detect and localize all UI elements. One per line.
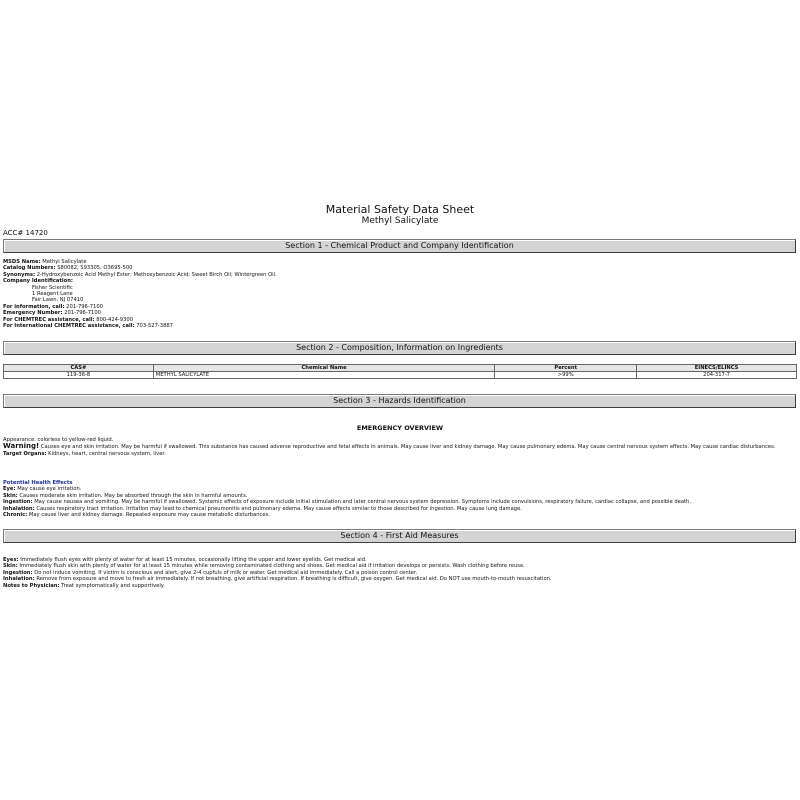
cell-einecs: 204-317-7: [637, 372, 797, 379]
skin-effects-row: Skin: Causes moderate skin irritation. May be absorbed through the skin in harmful amounts.: [3, 492, 248, 499]
document-title-block: [0, 203, 800, 227]
company-label: Company Identification:: [3, 278, 73, 285]
info-phone-row: For information, call: 201-796-7100: [3, 303, 103, 310]
catalog-row: Catalog Numbers: S80082, S93305, O3695-500: [3, 265, 133, 272]
section-3-overview: [3, 437, 795, 457]
section-3-header: Section 3 - Hazards Identification: [3, 394, 796, 408]
document-subtitle: Methyl Salicylate: [361, 216, 439, 226]
document-title: Material Safety Data Sheet: [325, 203, 475, 216]
section-4-body: [3, 557, 795, 589]
emergency-phone-row: Emergency Number: 201-796-7100: [3, 310, 101, 317]
composition-table: [3, 364, 797, 379]
first-aid-ingestion-row: Ingestion: Do not induce vomiting. If victim is conscious and alert, give 2-4 cupfuls of milk or water. Get medical aid immediately. Call a poison control center.: [3, 569, 418, 576]
chronic-effects-row: Chronic: May cause liver and kidney damage. Repeated exposure may cause metabolic disturbances.: [3, 512, 270, 519]
company-line-1: Fisher Scientific: [32, 284, 73, 291]
cell-chemical-name: METHYL SALICYLATE: [153, 372, 495, 379]
msds-name-row: MSDS Name: Methyl Salicylate: [3, 259, 87, 265]
column-header-chemical-name: Chemical Name: [153, 365, 495, 372]
intl-chemtrec-phone-row: For International CHEMTREC assistance, call: 703-527-3887: [3, 323, 173, 330]
section-4-header: Section 4 - First Aid Measures: [3, 529, 796, 543]
inhalation-effects-row: Inhalation: Causes respiratory tract irritation. Irritation may lead to chemical pneumonitis and pulmonary edema. May cause effects similar to those described for ingestion. May cause lung damage.: [3, 505, 522, 512]
first-aid-eyes-row: Eyes: Immediately flush eyes with plenty of water for at least 15 minutes, occasionally lifting the upper and lower eyelids. Get medical aid.: [3, 557, 367, 563]
cell-percent: >99%: [495, 372, 637, 379]
section-1-header: Section 1 - Chemical Product and Company Identification: [3, 239, 796, 253]
column-header-einecs: EINECS/ELINCS: [637, 365, 797, 372]
ingestion-effects-row: Ingestion: May cause nausea and vomiting. May be harmful if swallowed. Systemic effects of exposure include initial stimulation and later central nervous system depression. Symptoms include convulsions, respiratory failure, cardiac collapse, and possible death.: [3, 499, 691, 506]
column-header-cas: CAS#: [4, 365, 154, 372]
emergency-overview-heading: EMERGENCY OVERVIEW: [356, 424, 444, 432]
cell-cas: 119-36-8: [4, 372, 154, 379]
target-organs-row: Target Organs: Kidneys, heart, central nervous system, liver.: [3, 450, 166, 457]
warning-row: Warning! Causes eye and skin irritation. May be harmful if swallowed. This substance has caused adverse reproductive and fetal effects in animals. May cause liver and kidney damage. May cause pulmonary edema. May cause central nervous system effects. May cause cardiac disturbances.: [3, 442, 776, 451]
appearance-row: Appearance: colorless to yellow-red liquid.: [3, 437, 114, 443]
table-header-row: [4, 365, 797, 372]
potential-health-effects-heading: Potential Health Effects: [3, 480, 73, 486]
column-header-percent: Percent: [495, 365, 637, 372]
section-3-health-effects: [3, 480, 795, 518]
section-1-body: [3, 259, 795, 329]
notes-to-physician-row: Notes to Physician: Treat symptomatically and supportively.: [3, 582, 165, 589]
company-line-2: 1 Reagent Lane: [32, 291, 73, 298]
first-aid-skin-row: Skin: Immediately flush skin with plenty of water for at least 15 minutes while removing contaminated clothing and shoes. Get medical aid if irritation develops or persists. Wash clothing before reuse.: [3, 563, 525, 570]
chemtrec-phone-row: For CHEMTREC assistance, call: 800-424-9300: [3, 316, 134, 323]
acc-number: ACC# 14720: [3, 229, 48, 237]
synonyms-row: Synonyms: 2-Hydroxybenzoic Acid Methyl Ester; Methoxybenzoic Acid; Sweet Birch Oil; Wintergreen Oil.: [3, 271, 277, 278]
section-2-header: Section 2 - Composition, Information on Ingredients: [3, 341, 796, 355]
first-aid-inhalation-row: Inhalation: Remove from exposure and move to fresh air immediately. If not breathing, give artificial respiration. If breathing is difficult, give oxygen. Get medical aid. Do NOT use mouth-to-mouth resuscitation.: [3, 576, 552, 583]
eye-effects-row: Eye: May cause eye irritation.: [3, 486, 82, 493]
company-line-3: Fair Lawn, NJ 07410: [32, 297, 84, 304]
table-row: [4, 372, 797, 379]
